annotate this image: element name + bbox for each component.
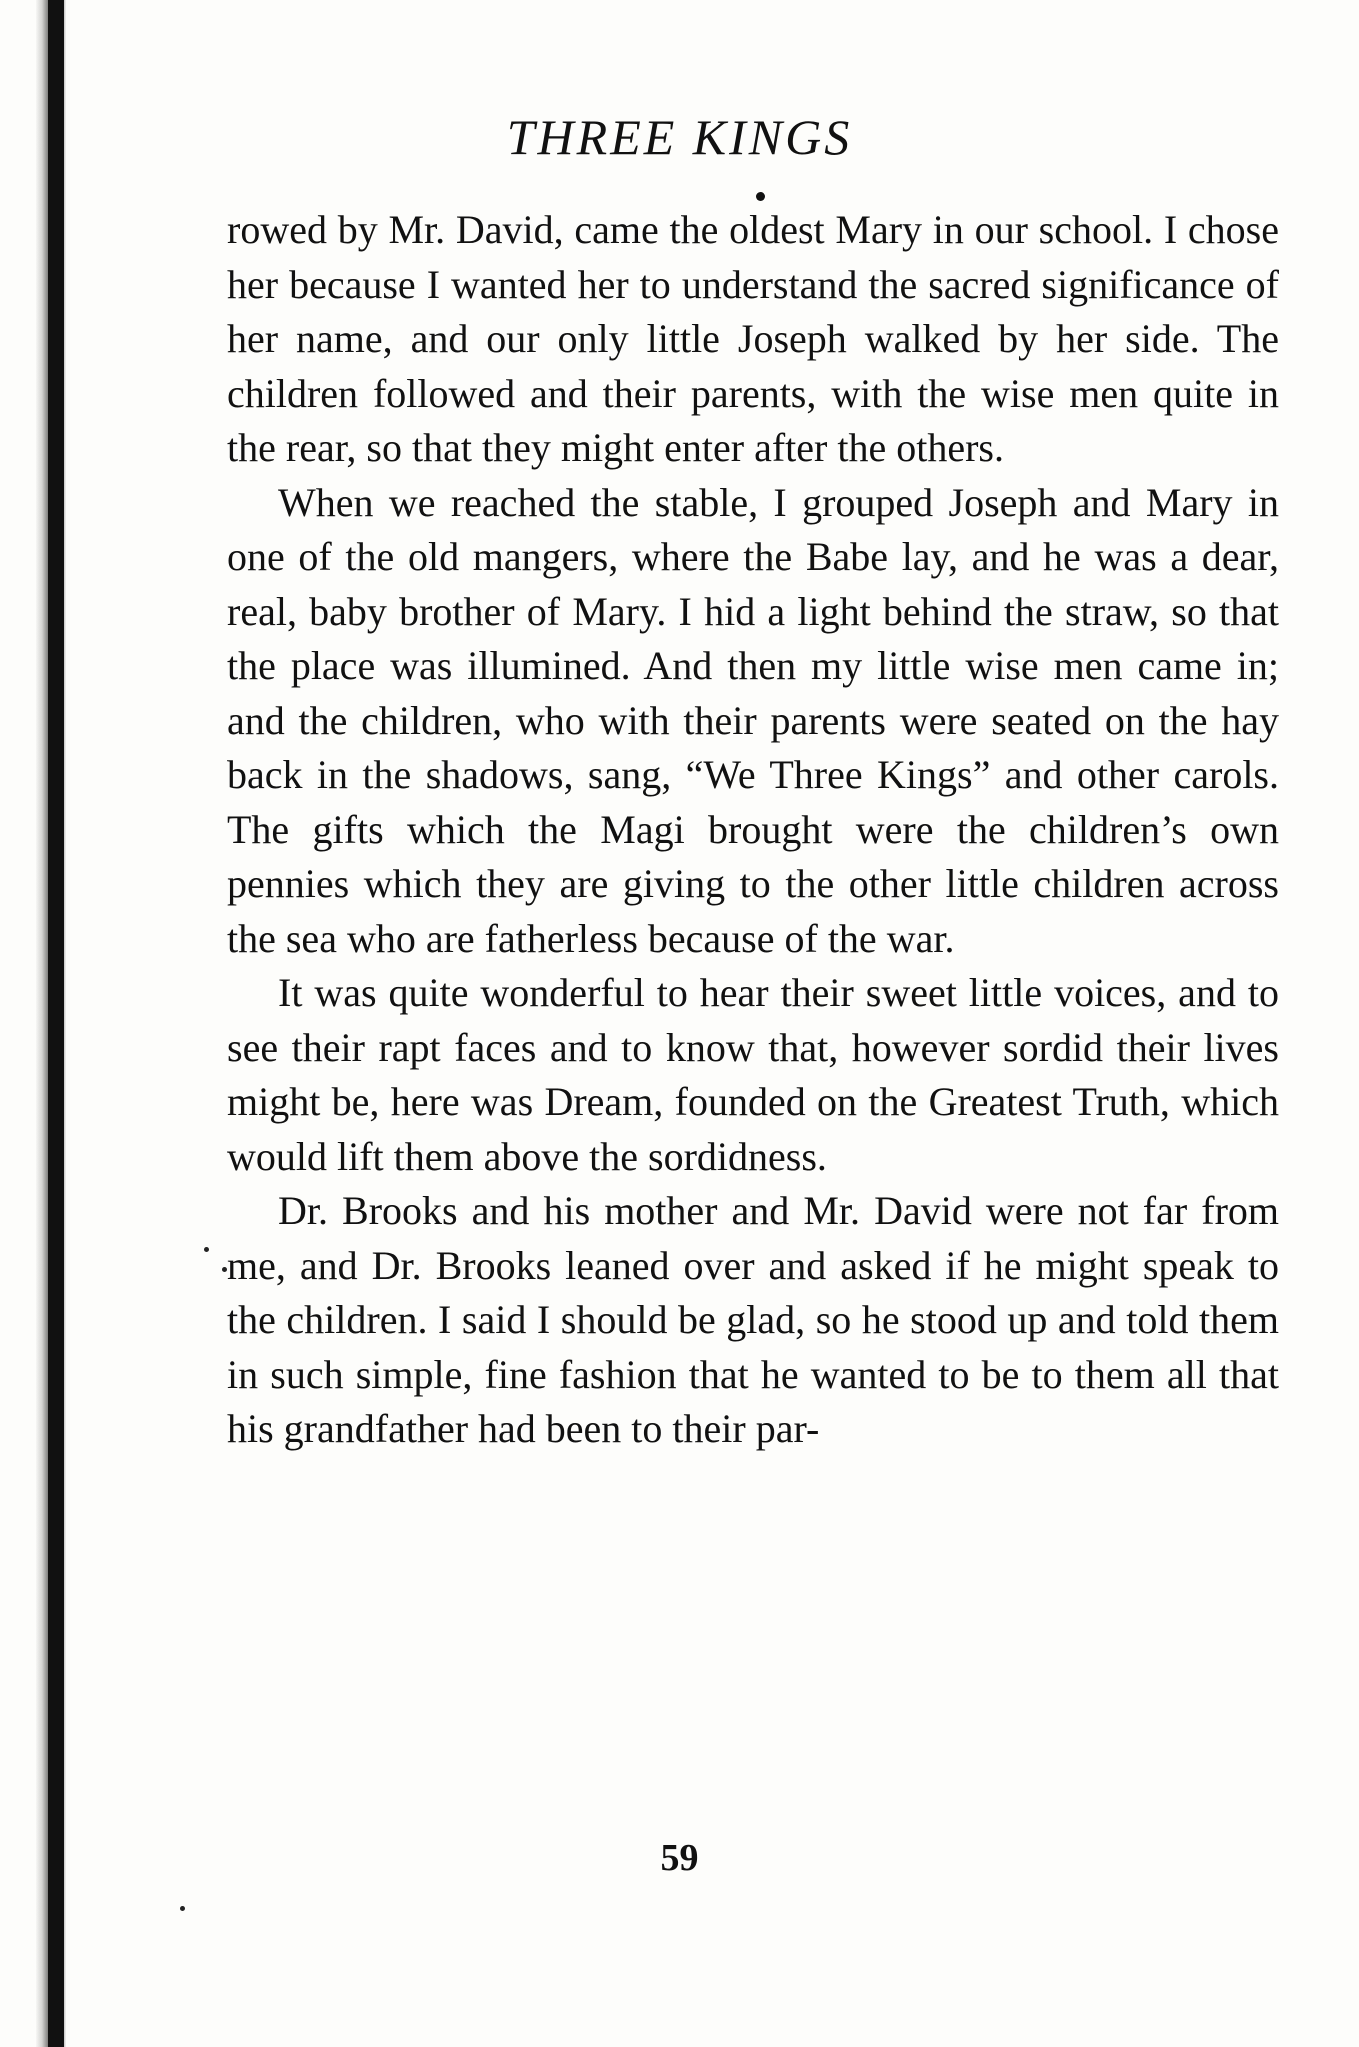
page-number: 59	[660, 1837, 699, 1879]
running-header: THREE KINGS	[506, 109, 853, 165]
body-text	[227, 203, 1279, 1457]
paragraph-continued: rowed by Mr. David, came the oldest Mary in our school. I chose her because I wanted her to understand the sacred significance of her name, and our only little Joseph walked by her side. The children followed and their parents, with the wise men quite in the rear, so that they might enter after the others.	[227, 207, 1279, 470]
paragraph: Dr. Brooks and his mother and Mr. David were not far from me, and Dr. Brooks leaned over and asked if he might speak to the children. I said I should be glad, so he stood up and told them in such simple, fine fashion that he wanted to be to them all that his grandfather had been to their par-	[227, 1188, 1279, 1451]
binding-shadow	[48, 0, 64, 2047]
ink-speck	[180, 1906, 185, 1911]
ink-speck	[222, 1267, 227, 1272]
header-ink-dot	[756, 192, 765, 201]
paragraph: When we reached the stable, I grouped Joseph and Mary in one of the old mangers, where the Babe lay, and he was a dear, real, baby brother of Mary. I hid a light behind the straw, so that the place was illumined. And then my little wise men came in; and the children, who with their parents were seated on the hay back in the shadows, sang, “We Three Kings” and other carols. The gifts which the Magi brought were the children’s own pennies which they are giving to the other little children across the sea who are fatherless because of the war.	[227, 479, 1279, 961]
ink-speck	[204, 1247, 209, 1252]
paragraph: It was quite wonderful to hear their sweet little voices, and to see their rapt faces and to know that, however sordid their lives might be, here was Dream, founded on the Greatest Truth, which would lift them above the sordidness.	[227, 970, 1279, 1179]
